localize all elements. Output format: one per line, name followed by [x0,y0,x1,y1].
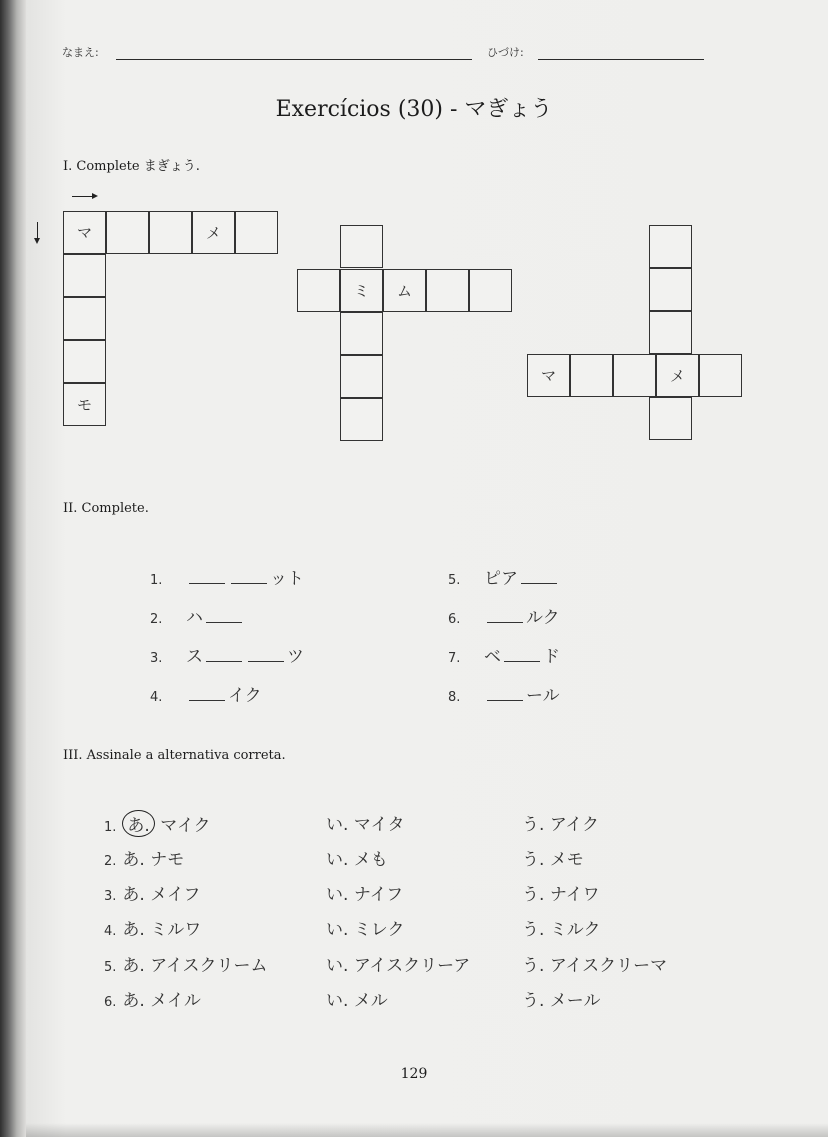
crossword-3-cell[interactable] [649,311,692,354]
choice-u[interactable] [522,845,584,870]
fill-item-6 [448,603,560,628]
choice-a-text: マイク [160,816,211,836]
choice-i-text: アイスクリーア [353,956,471,976]
book-binding-shadow [0,0,26,1137]
page-title: Exercícios (30) - マぎょう [275,97,553,122]
choice-i[interactable] [326,880,403,905]
crossword-1-cell[interactable]: モ [63,383,106,426]
choice-u-text: アイク [549,815,599,835]
item-number: 2. [150,612,163,627]
crossword-2-cell[interactable] [340,398,383,441]
page-number: 129 [400,1066,428,1082]
choice-u-label: う. [522,885,545,905]
item-number: 3. [104,889,117,904]
answer-blank[interactable] [206,660,242,662]
choice-u[interactable] [522,915,600,940]
choice-i[interactable] [326,915,404,940]
choice-a-label: あ. [122,885,145,905]
crossword-1-cell[interactable]: マ [63,211,106,254]
crossword-2-cell[interactable] [469,269,512,312]
item-number: 6. [448,612,461,627]
choice-u-text: ミルク [549,920,601,940]
word-fragment: ピア [484,569,518,589]
fill-item-5 [448,564,560,589]
choice-a[interactable] [104,880,200,905]
fill-item-8 [448,681,560,706]
choice-u[interactable] [522,986,600,1011]
choice-i-label: い. [326,956,349,976]
name-label: なまえ: [62,46,99,59]
choice-u[interactable] [522,810,599,835]
item-number: 6. [104,995,117,1010]
crossword-3-cell[interactable] [699,354,742,397]
choice-i-text: ミレク [353,920,405,940]
answer-blank[interactable] [504,660,540,662]
answer-blank[interactable] [189,699,225,701]
fill-item-4 [150,681,262,706]
down-arrow-icon [37,222,38,242]
choice-i[interactable] [326,810,404,835]
choice-a-text: ミルワ [150,920,202,940]
crossword-1-cell[interactable] [63,340,106,383]
choice-i-label: い. [326,815,349,835]
crossword-1-cell[interactable]: メ [192,211,235,254]
choice-i-text: マイタ [353,815,405,835]
fill-item-7 [448,642,560,667]
choice-u-text: ナイワ [549,885,600,905]
choice-a-text: メイフ [150,885,201,905]
crossword-3-cell[interactable] [570,354,613,397]
item-number: 5. [104,960,117,975]
choice-i-label: い. [326,850,349,870]
choice-a-label: あ. [122,850,145,870]
answer-blank[interactable] [487,621,523,623]
crossword-2-cell[interactable] [340,355,383,398]
date-label: ひづけ: [487,46,524,59]
choice-a[interactable] [104,915,201,940]
item-number: 1. [104,820,117,835]
section-3-heading: III. Assinale a alternativa correta. [63,748,286,763]
choice-u[interactable] [522,880,600,905]
choice-i-label: い. [326,920,349,940]
crossword-1-cell[interactable] [63,297,106,340]
choice-a-text: ナモ [150,850,185,870]
section-2-heading: II. Complete. [63,501,149,516]
choice-a[interactable] [104,810,211,837]
item-number: 8. [448,690,461,705]
choice-i-text: ナイフ [353,885,404,905]
choice-i[interactable] [326,951,470,976]
item-number: 3. [150,651,163,666]
choice-u-text: アイスクリーマ [549,956,668,976]
item-number: 7. [448,651,461,666]
crossword-1-cell[interactable] [235,211,278,254]
crossword-2-cell[interactable]: ミ [340,269,383,312]
crossword-3-cell[interactable]: マ [527,354,570,397]
choice-u-label: う. [522,920,545,940]
choice-a-text: アイスクリーム [150,956,268,976]
word-fragment: ベ [484,647,501,667]
crossword-2-cell[interactable] [426,269,469,312]
item-number: 4. [150,690,163,705]
word-fragment: ド [543,647,560,667]
choice-i[interactable] [326,845,388,870]
crossword-1-cell[interactable] [149,211,192,254]
fill-item-3 [150,642,304,667]
item-number: 2. [104,854,117,869]
choice-u-text: メール [549,991,601,1011]
choice-a[interactable] [104,845,184,870]
section-1-heading: I. Complete まぎょう. [63,159,200,174]
word-fragment: ス [186,647,203,667]
crossword-3-cell[interactable] [649,268,692,311]
date-line[interactable] [538,59,704,60]
choice-i-label: い. [326,991,349,1011]
word-fragment: ット [270,569,304,589]
answer-blank[interactable] [487,699,523,701]
item-number: 5. [448,573,461,588]
choice-a-label: あ. [122,920,145,940]
answer-blank[interactable] [206,621,242,623]
word-fragment: ルク [526,608,560,628]
choice-a-text: メイル [150,991,201,1011]
word-fragment: ツ [287,647,304,667]
crossword-2-cell[interactable] [340,225,383,268]
answer-blank[interactable] [521,582,557,584]
item-number: 4. [104,924,117,939]
crossword-3-cell[interactable] [649,397,692,440]
across-arrow-icon [72,196,96,197]
choice-a[interactable] [104,951,268,976]
item-number: 1. [150,573,163,588]
word-fragment: ール [526,686,560,706]
choice-i-text: メル [353,991,388,1011]
word-fragment: ハ [186,608,203,628]
answer-blank[interactable] [231,582,267,584]
crossword-3-cell[interactable] [649,225,692,268]
choice-u-label: う. [522,850,545,870]
fill-item-2 [150,603,245,628]
crossword-2-cell[interactable] [297,269,340,312]
crossword-1-cell[interactable] [63,254,106,297]
choice-u-label: う. [522,956,545,976]
answer-blank[interactable] [248,660,284,662]
choice-a-label: あ. [122,991,145,1011]
choice-a-label: あ. [122,956,145,976]
crossword-2-cell[interactable] [340,312,383,355]
choice-i-label: い. [326,885,349,905]
name-line[interactable] [116,59,472,60]
answer-blank[interactable] [189,582,225,584]
choice-u-text: メモ [549,850,584,870]
choice-u-label: う. [522,991,545,1011]
choice-u-label: う. [522,815,545,835]
choice-a-label: あ. [122,810,154,837]
crossword-3-cell[interactable] [613,354,656,397]
crossword-2-cell[interactable]: ム [383,269,426,312]
choice-a[interactable] [104,986,201,1011]
page-bottom-shadow [26,1123,828,1137]
choice-i[interactable] [326,986,388,1011]
fill-item-1 [150,564,304,589]
choice-u[interactable] [522,951,667,976]
word-fragment: イク [228,686,262,706]
choice-i-text: メも [353,850,388,870]
crossword-3-cell[interactable]: メ [656,354,699,397]
crossword-1-cell[interactable] [106,211,149,254]
